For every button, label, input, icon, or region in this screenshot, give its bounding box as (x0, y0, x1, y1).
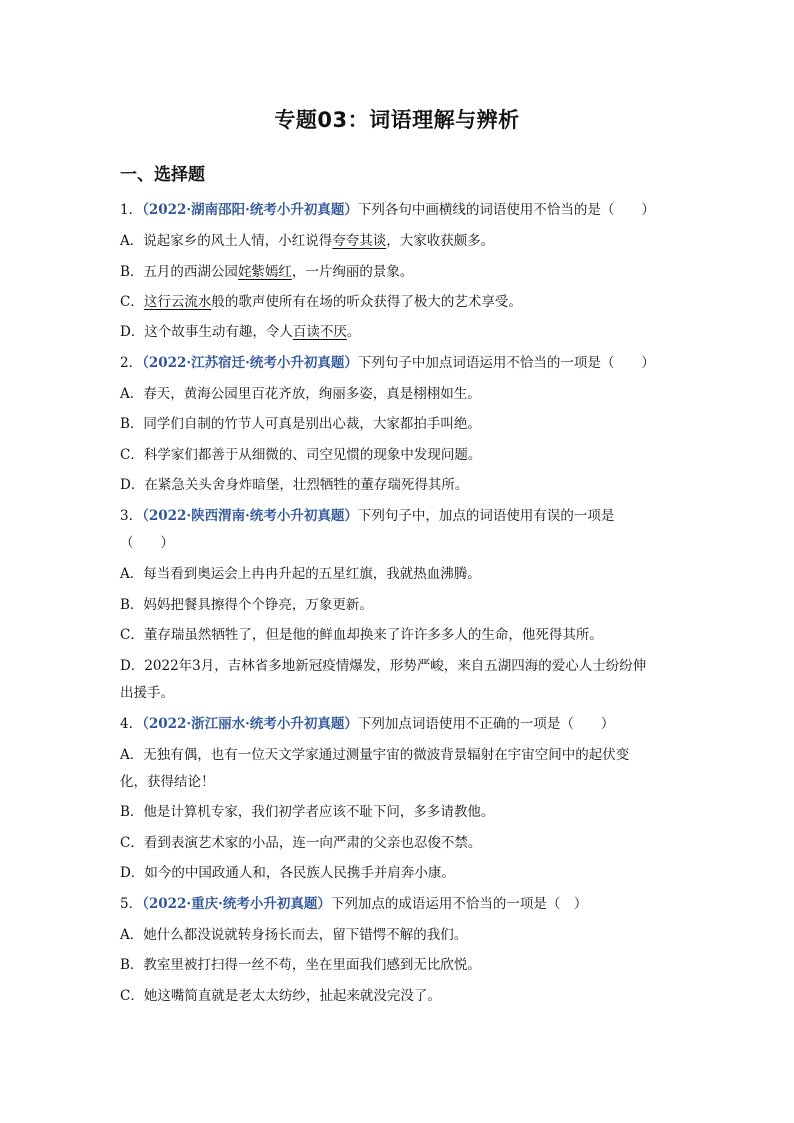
question-5-stem (120, 894, 680, 914)
question-4-option-c: C．看到表演艺术家的小品，连一向严肃的父亲也忍俊不禁。 (120, 835, 482, 851)
question-1-option-c: C．这行云流水般的歌声使所有在场的听众获得了极大的艺术享受。 (120, 294, 522, 310)
question-1-option-a: A．说起家乡的风土人情，小红说得夸夸其谈，大家收获颇多。 (120, 233, 495, 249)
question-3-option-c: C．董存瑞虽然牺牲了，但是他的鲜血却换来了许许多多人的生命，他死得其所。 (120, 627, 603, 643)
question-text: 下列加点词语使用不正确的一项是（ ） (357, 716, 615, 732)
question-source: （2022·湖南邵阳·统考小升初真题） (142, 202, 358, 218)
question-5-option-a: A．她什么都没说就转身扬长而去，留下错愕不解的我们。 (120, 927, 468, 943)
question-2-stem (120, 353, 680, 373)
section-heading: 一、选择题 (120, 165, 205, 185)
question-2-option-d: D．在紧急关头舍身炸暗堡，壮烈牺牲的董存瑞死得其所。 (120, 477, 469, 493)
question-2-option-c: C．科学家们都善于从细微的、司空见惯的现象中发现问题。 (120, 447, 482, 463)
question-text: 下列句子中加点词语运用不恰当的一项是（ ） (357, 355, 655, 371)
question-4-option-b: B．他是计算机专家，我们初学者应该不耻下问，多多请教他。 (120, 804, 495, 820)
question-source: （2022·浙江丽水·统考小升初真题） (142, 716, 358, 732)
underlined-term: 姹紫嫣红 (237, 264, 292, 280)
question-text: 下列各句中画横线的词语使用不恰当的是（ ） (357, 202, 655, 218)
question-5-option-b: B．教室里被打扫得一丝不苟，坐在里面我们感到无比欣悦。 (120, 957, 481, 973)
question-3-stem (120, 506, 680, 526)
question-text: 下列加点的成语运用不恰当的一项是（ ） (330, 896, 588, 912)
question-source: （2022·陕西渭南·统考小升初真题） (142, 508, 358, 524)
question-source: （2022·重庆·统考小升初真题） (142, 896, 331, 912)
question-text: 下列句子中，加点的词语使用有误的一项是 (357, 508, 615, 524)
underlined-term: 百读不厌 (292, 324, 347, 340)
question-number: 4． (120, 716, 143, 732)
question-1-stem (120, 200, 680, 220)
question-3-option-d-line1: D．2022年3月，吉林省多地新冠疫情爆发，形势严峻，来自五湖四海的爱心人士纷纷伸 (120, 658, 647, 674)
question-number: 1． (120, 202, 143, 218)
question-2-option-b: B．同学们自制的竹节人可真是别出心裁，大家都拍手叫绝。 (120, 416, 481, 432)
page-title: 专题03：词语理解与辨析 (274, 108, 520, 132)
question-number: 5． (120, 896, 143, 912)
question-5-option-c: C．她这嘴简直就是老太太纺纱，扯起来就没完没了。 (120, 988, 441, 1004)
question-1-option-b: B．五月的西湖公园姹紫嫣红，一片绚丽的景象。 (120, 264, 414, 280)
question-4-stem (120, 714, 680, 734)
question-4-option-a-line2: 化，获得结论！ (120, 774, 215, 790)
question-4-option-a-line1: A．无独有偶，也有一位天文学家通过测量宇宙的微波背景辐射在宇宙空间中的起伏变 (120, 747, 630, 763)
question-3-option-d-line2: 出援手。 (120, 685, 174, 701)
underlined-term: 这行云流水 (143, 294, 212, 310)
question-number: 2． (120, 355, 143, 371)
question-number: 3． (120, 508, 143, 524)
question-source: （2022·江苏宿迁·统考小升初真题） (142, 355, 358, 371)
question-1-option-d: D．这个故事生动有趣，令人百读不厌。 (120, 324, 361, 340)
question-3-option-a: A．每当看到奥运会上冉冉升起的五星红旗，我就热血沸腾。 (120, 566, 481, 582)
underlined-term: 夸夸其谈 (332, 233, 387, 249)
question-2-option-a: A．春天，黄海公园里百花齐放，绚丽多姿，真是栩栩如生。 (120, 386, 481, 402)
question-3-stem-bracket: （ ） (120, 535, 174, 551)
question-4-option-d: D．如今的中国政通人和，各民族人民携手并肩奔小康。 (120, 865, 455, 881)
question-3-option-b: B．妈妈把餐具擦得个个铮亮，万象更新。 (120, 597, 373, 613)
